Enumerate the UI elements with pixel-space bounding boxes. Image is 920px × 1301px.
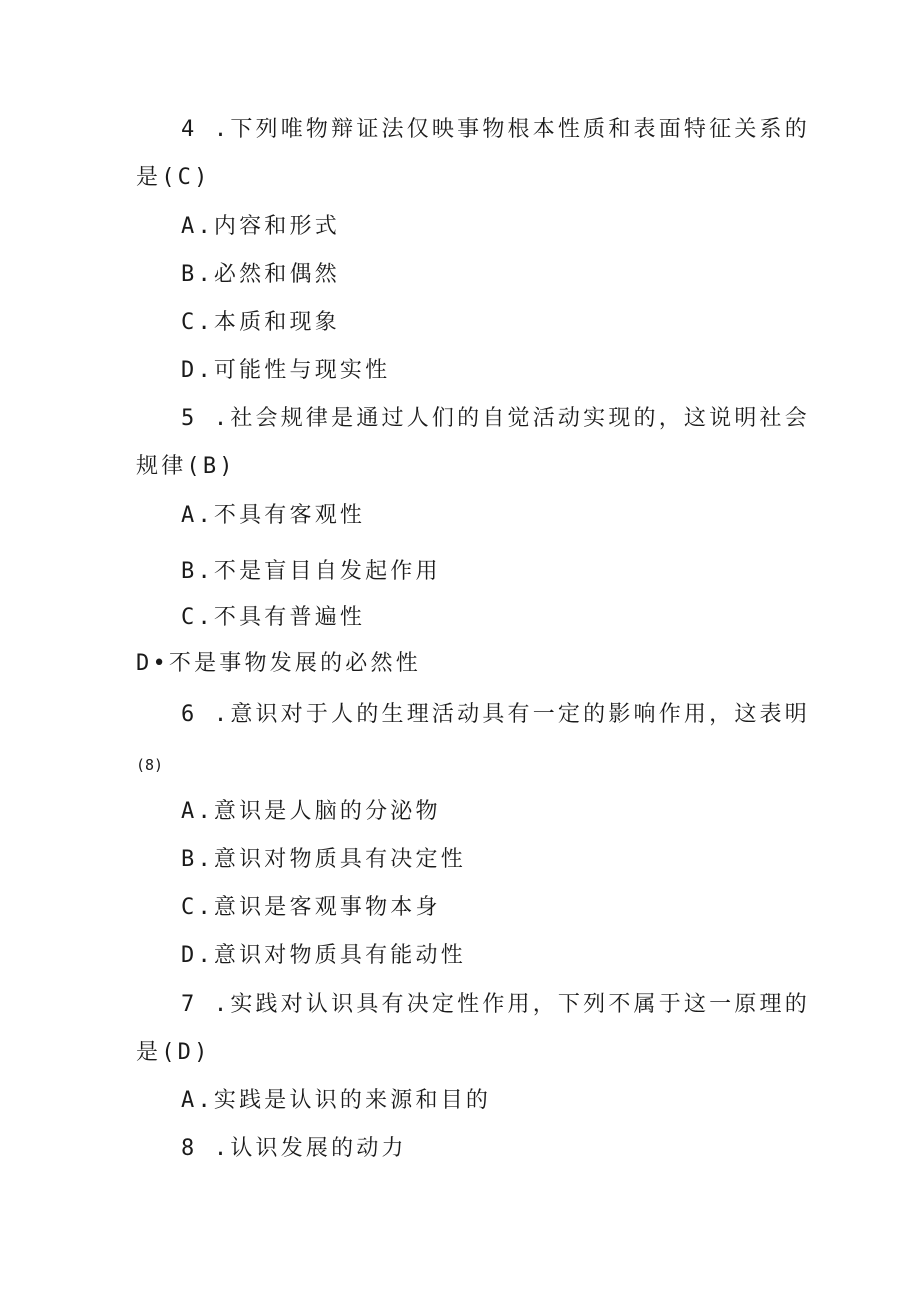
- question-4-option-b: B.必然和偶然: [181, 262, 340, 287]
- question-6-option-a: A.意识是人脑的分泌物: [181, 799, 441, 824]
- question-7-stem: 7 .实践对认识具有决定性作用，下列不属于这一原理的: [181, 992, 810, 1017]
- question-5-stem-continuation: 规律(B): [136, 454, 236, 479]
- question-4-stem-continuation: 是(C): [136, 165, 211, 190]
- question-5-stem: 5 .社会规律是通过人们的自觉活动实现的，这说明社会: [181, 406, 810, 431]
- question-7-option-a: A.实践是认识的来源和目的: [181, 1088, 492, 1113]
- question-4-option-c: C.本质和现象: [181, 310, 340, 335]
- question-4-option-a: A.内容和形式: [181, 214, 340, 239]
- question-5-option-a: A.不具有客观性: [181, 503, 366, 528]
- question-6-stem: 6 .意识对于人的生理活动具有一定的影响作用，这表明: [181, 702, 810, 727]
- question-6-option-d: D.意识对物质具有能动性: [181, 943, 466, 968]
- question-5-option-d: D•不是事物发展的必然性: [136, 651, 421, 676]
- question-8-line: 8 .认识发展的动力: [181, 1136, 407, 1161]
- question-5-option-b: B.不是盲目自发起作用: [181, 559, 441, 584]
- question-4-stem: 4 .下列唯物辩证法仅映事物根本性质和表面特征关系的: [181, 117, 810, 142]
- question-7-stem-continuation: 是(D): [136, 1040, 211, 1065]
- question-5-option-c: C.不具有普遍性: [181, 605, 366, 630]
- question-6-stem-continuation: (8): [136, 756, 164, 774]
- question-4-option-d: D.可能性与现实性: [181, 358, 391, 383]
- question-6-option-b: B.意识对物质具有决定性: [181, 847, 466, 872]
- question-6-option-c: C.意识是客观事物本身: [181, 895, 441, 920]
